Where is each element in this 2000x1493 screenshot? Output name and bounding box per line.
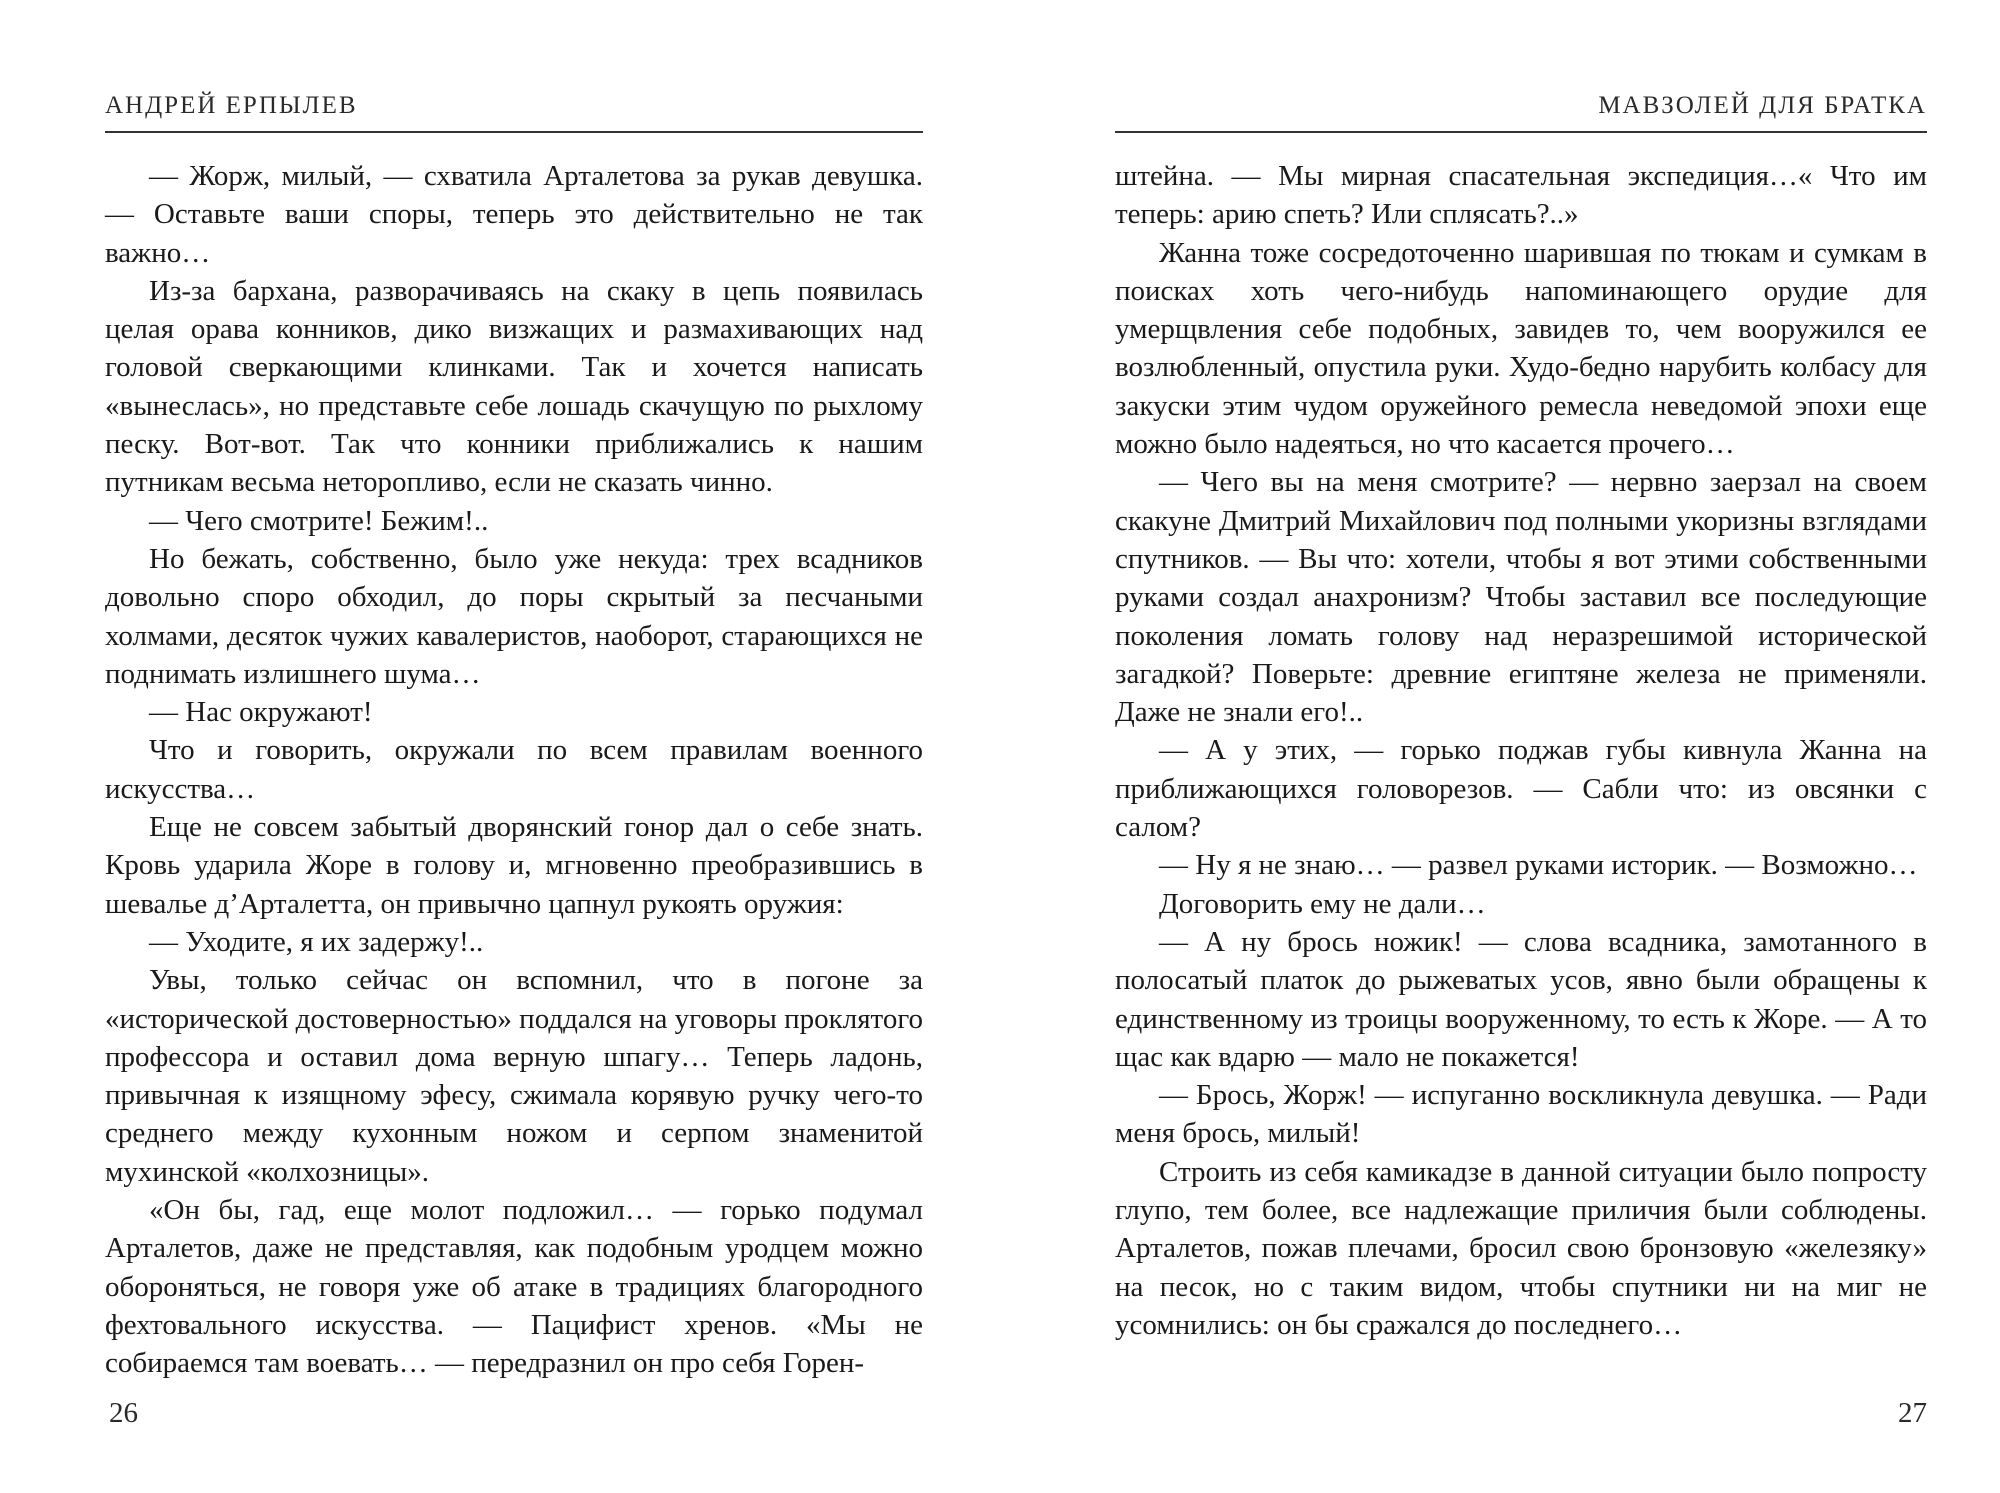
running-head-author: АНДРЕЙ ЕРПЫЛЕВ	[105, 92, 358, 119]
paragraph: Увы, только сейчас он вспомнил, что в погоне за «исторической достоверностью» поддался на уговоры проклятого профессора и оставил дома верную шпагу… Теперь ладонь, привычная к изящному эфесу, сжимала корявую ручку чего-то среднего между кухонным ножом и серпом знаменитой мухинской «колхозницы».	[105, 964, 923, 1188]
paragraph: Жанна тоже сосредоточенно шарившая по тюкам и сумкам в поисках хоть чего-нибудь напоминающего орудие для умерщвления себе подобных, завидев то, чем вооружился ее возлюбленный, опустила руки. Худо-бедно нарубить колбасу для закуски этим чудом оружейного ремесла неведомой эпохи еще можно было надеяться, но что касается прочего…	[1115, 236, 1927, 461]
header-rule	[1115, 131, 1927, 133]
page-number-left: 26	[109, 1397, 138, 1429]
paragraph: — А у этих, — горько поджав губы кивнула Жанна на приближающихся головорезов. — Сабли что: из овсянки с салом?	[1115, 734, 1927, 844]
continued-paragraph: штейна. — Мы мирная спасательная экспедиция…« Что им теперь: арию спеть? Или сплясать?..»	[1115, 160, 1927, 231]
paragraph: — А ну брось ножик! — слова всадника, замотанного в полосатый платок до рыжеватых усов, явно были обращены к единственному из троицы вооруженному, то есть к Жоре. — А то щас как вдарю — мало не покажется!	[1115, 925, 1927, 1073]
left-page	[105, 0, 923, 1493]
header-rule	[105, 131, 923, 133]
paragraph: Но бежать, собственно, было уже некуда: трех всадников довольно споро обходил, до поры скрытый за песчаными холмами, десяток чужих кавалеристов, наоборот, старающихся не поднимать излишнего шума…	[105, 542, 923, 690]
page-number-right: 27	[1898, 1397, 1927, 1429]
paragraph: Еще не совсем забытый дворянский гонор дал о себе знать. Кровь ударила Жоре в голову и, мгновенно преобразившись в шевалье д’Арталетта, он привычно цапнул рукоять оружия:	[105, 811, 923, 920]
paragraph: — Чего вы на меня смотрите? — нервно заерзал на своем скакуне Дмитрий Михайлович под полными укоризны взглядами спутников. — Вы что: хотели, чтобы я вот этими собственными руками создал анахронизм? Чтобы заставил все последующие поколения ломать голову над неразрешимой исторической загадкой? Поверьте: древние египтяне железа не применяли. Даже не знали его!..	[1115, 466, 1927, 729]
paragraph: — Чего смотрите! Бежим!..	[149, 504, 489, 537]
running-head-title: МАВЗОЛЕЙ ДЛЯ БРАТКА	[1598, 92, 1927, 119]
left-body-text	[105, 157, 923, 1383]
right-body-text	[1115, 157, 1927, 1344]
paragraph: Из-за бархана, разворачиваясь на скаку в цепь появилась целая орава конников, дико визжащих и размахивающих над головой сверкающими клинками. Так и хочется написать «вынеслась», но представьте себе лошадь скачущую по рыхлому песку. Вот-вот. Так что конники приближались к нашим путникам весьма неторопливо, если не сказать чинно.	[105, 274, 923, 499]
paragraph: — Нас окружают!	[149, 696, 373, 729]
paragraph: Что и говорить, окружали по всем правилам военного искусства…	[105, 734, 923, 805]
paragraph: — Уходите, я их задержу!..	[149, 925, 484, 958]
paragraph: Строить из себя камикадзе в данной ситуации было попросту глупо, тем более, все надлежащие приличия были соблюдены. Арталетов, пожав плечами, бросил свою бронзовую «железяку» на песок, но с таким видом, чтобы спутники ни на миг не усомнились: он бы сражался до последнего…	[1115, 1155, 1927, 1341]
paragraph: — Жорж, милый, — схватила Арталетова за рукав девушка. — Оставьте ваши споры, теперь это действительно не так важно…	[105, 160, 923, 269]
paragraph: «Он бы, гад, еще молот подложил… — горько подумал Арталетов, даже не представляя, как подобным уродцем можно обороняться, не говоря уже об атаке в традициях благородного фехтовального искусства. — Пацифист хренов. «Мы не собираемся там воевать… — передразнил он про себя Горен-	[105, 1194, 923, 1380]
right-page	[1115, 0, 1927, 1493]
paragraph: Договорить ему не дали…	[1159, 887, 1486, 920]
paragraph: — Ну я не знаю… — развел руками историк. — Возможно…	[1159, 849, 1918, 882]
paragraph: — Брось, Жорж! — испуганно воскликнула девушка. — Ради меня брось, милый!	[1115, 1079, 1927, 1150]
